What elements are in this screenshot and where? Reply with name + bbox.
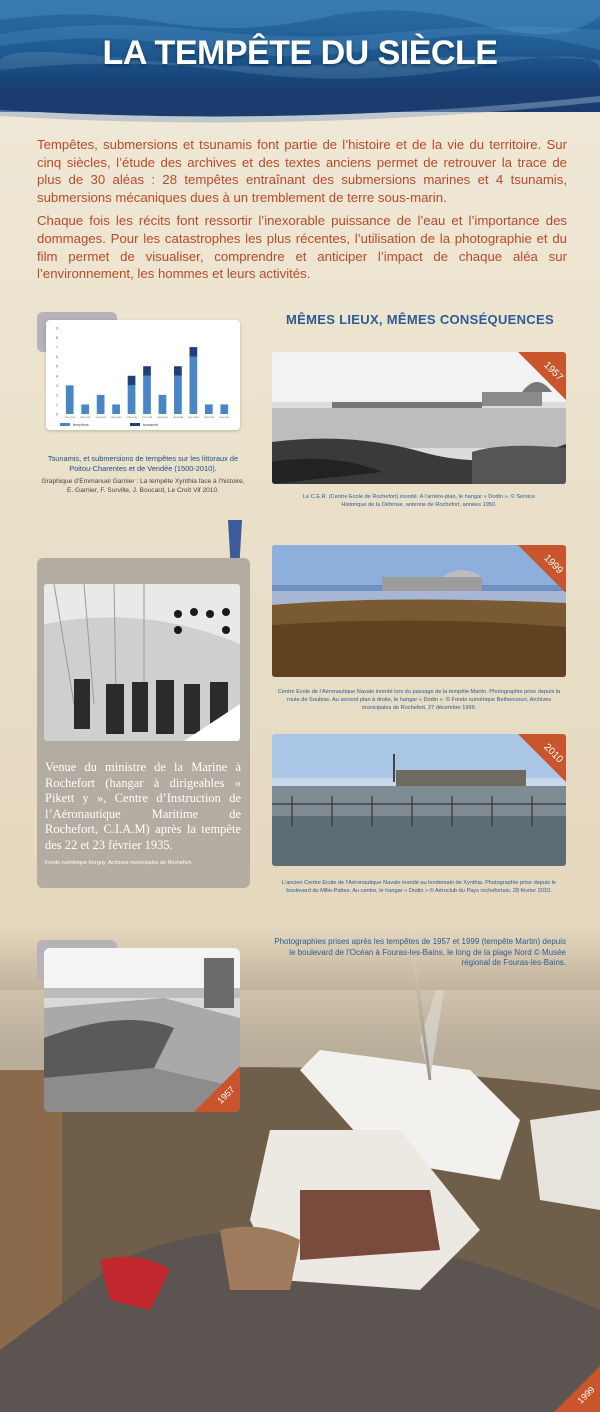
year-badge-1999 — [518, 545, 566, 593]
legend-label: tsunamis — [143, 423, 159, 427]
chart-caption-credit: Graphique d’Emmanuel Garnier : La tempête Xynthia face à l’histoire, E. Garnier, F. Surville, J. Boucard, Le Croît Vif 2010. — [41, 478, 245, 494]
chart-panel — [46, 320, 240, 430]
y-tick-label: 8 — [56, 336, 58, 341]
x-tick-label: 1500-1549 — [64, 417, 75, 419]
photo-1935 — [44, 584, 240, 741]
x-tick-label: 1700-1749 — [126, 417, 137, 419]
x-tick-label: 1600-1649 — [95, 417, 106, 419]
y-tick-label: 7 — [56, 345, 58, 350]
x-tick-label: 1550-1599 — [79, 417, 91, 419]
y-tick-label: 6 — [56, 355, 58, 360]
year-label: 1999 — [541, 552, 565, 577]
bar-tempetes — [143, 376, 151, 414]
bar-tsunamis — [128, 376, 136, 386]
section-title: MÊMES LIEUX, MÊMES CONSÉQUENCES — [286, 312, 554, 327]
legend-swatch — [130, 423, 140, 426]
bar-tsunamis — [143, 366, 151, 376]
year-badge-1957 — [518, 352, 566, 400]
year-label: 2010 — [541, 741, 565, 766]
legend-label: tempêtes — [73, 423, 89, 427]
bar-tempetes — [159, 395, 167, 414]
bar-tempetes — [190, 357, 198, 414]
x-tick-label: 1850-1899 — [172, 417, 184, 419]
photo-caption-1999: Centre Ecole de l’Aéronautique Navale inondé lors du passage de la tempête Martin. Photographie prise depuis la route de Soubise. Au second plan à droite, le hangar « Dodin ». © Fonds numérique Bethencourt, Archives municipales de Rochefort, 27 décembre 1999. — [277, 689, 561, 711]
bar-tempetes — [112, 404, 120, 414]
photo-caption-2010: L’ancien Centre Ecole de l’Aéronautique Navale inondé au lendemain de Xynthia. Photographie prise depuis le boulevard du Mille-Pattes. Au centre, le hangar « Dodin » © Aéroclub du Pays rochefortais, 28 février 2010. — [282, 880, 556, 894]
x-tick-label: 1900-1949 — [188, 417, 199, 419]
legend-swatch — [60, 423, 70, 426]
bar-tempetes — [81, 404, 89, 414]
y-tick-label: 0 — [56, 412, 58, 417]
y-tick-label: 3 — [56, 383, 58, 388]
y-tick-label: 4 — [56, 374, 58, 379]
y-tick-label: 9 — [56, 326, 58, 331]
x-tick-label: 1750-1799 — [141, 417, 153, 419]
y-tick-label: 2 — [56, 393, 58, 398]
header-curve — [0, 88, 600, 128]
y-tick-label: 5 — [56, 364, 58, 369]
photo-caption-1957: Le C.E.R. (Centre Ecole de Rochefort) inondé. A l’arrière-plan, le hangar « Dodin ». © Service Historique de la Défense, antenne de Rochefort, années 1950. — [302, 494, 536, 508]
intro-paragraph-2: Chaque fois les récits font ressortir l’inexorable puissance de l’eau et l’importance des dommages. Pour les catastrophes les plus récentes, l’utilisation de la photographie et du film permet de visualiser, comprendre et anticiper l’impact de chaque aléa sur l’environnement, les hommes et leurs activités. — [37, 213, 567, 282]
visit-credit: Fonds numérique Kerguy, Archives municipales de Rochefort. — [45, 860, 193, 866]
photo-1999 — [272, 545, 566, 677]
photo-2010 — [272, 734, 566, 866]
bar-tempetes — [174, 376, 182, 414]
photo-fouras-1957 — [44, 948, 240, 1112]
intro-paragraph-1: Tempêtes, submersions et tsunamis font partie de l’histoire et de la vie du territoire. Sur cinq siècles, l’étude des archives et des textes anciens permet de retrouver la trace de plus de 30 aléas : 28 tempêtes entraînant des submersions marines et 4 tsunamis, submersions mécaniques dues à un tremblement de terre sous-marin. — [37, 137, 567, 205]
year-badge-fouras-1957 — [194, 1066, 240, 1112]
x-tick-label: 1950-1999 — [203, 417, 215, 419]
year-label: 1957 — [541, 359, 565, 384]
year-badge-fouras-1999 — [554, 1366, 600, 1412]
storm-chart — [46, 320, 240, 430]
chart-caption-title: Tsunamis, et submersions de tempêtes sur les littoraux de Poitou-Charentes et de Vendée (1500-2010). — [47, 454, 239, 473]
bar-tempetes — [128, 385, 136, 414]
year-label: 1957 — [215, 1084, 237, 1106]
intro-text — [37, 136, 567, 289]
y-tick-label: 1 — [56, 402, 58, 407]
bar-tempetes — [66, 385, 74, 414]
minister-visit-image — [44, 584, 240, 741]
year-badge-2010 — [518, 734, 566, 782]
year-label: 1999 — [575, 1384, 597, 1406]
photo-1957 — [272, 352, 566, 484]
visit-text: Venue du ministre de la Marine à Rochefort (hangar à dirigeables « Pikett y », Centre d’Instruction de l’Aéronautique Maritime de Rochefort, C.I.A.M) après la tempête des 22 et 23 février 1935. — [45, 760, 241, 852]
bar-tempetes — [205, 404, 213, 414]
bar-tempetes — [97, 395, 105, 414]
page-title: LA TEMPÊTE DU SIÈCLE — [102, 34, 498, 72]
bar-tempetes — [220, 404, 228, 414]
x-tick-label: 1650-1699 — [110, 417, 122, 419]
x-tick-label: 2000-2010 — [219, 417, 230, 419]
bar-tsunamis — [174, 366, 182, 376]
fouras-caption: Photographies prises après les tempêtes de 1957 et 1999 (tempête Martin) depuis le boulevard de l’Océan à Fouras-les-Bains, le long de la plage Nord © Musée régional de Fouras-les-Bains. — [274, 937, 566, 967]
x-tick-label: 1800-1849 — [157, 417, 168, 419]
bar-tsunamis — [190, 347, 198, 357]
